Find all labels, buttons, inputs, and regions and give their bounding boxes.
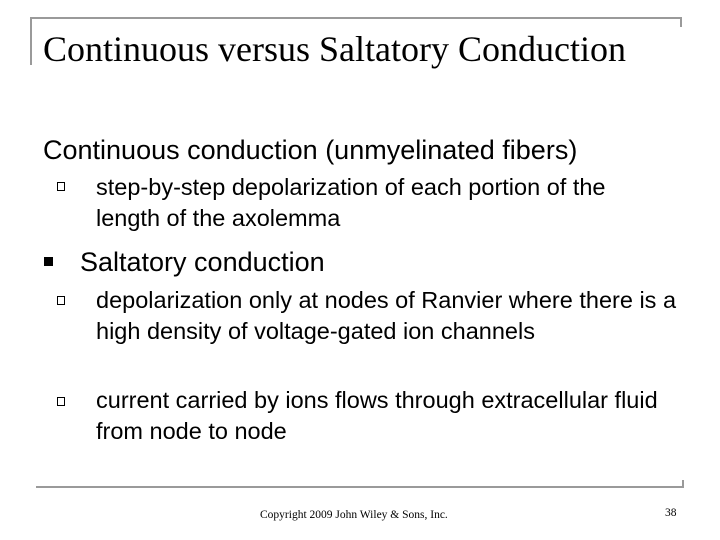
footer-rule xyxy=(36,486,682,488)
copyright-notice: Copyright 2009 John Wiley & Sons, Inc. xyxy=(260,509,448,521)
saltatory-heading: Saltatory conduction xyxy=(80,247,325,277)
continuous-point: step-by-step depolarization of each portion of the length of the axolemma xyxy=(96,174,606,231)
page-number: 38 xyxy=(665,507,677,519)
solid-square-bullet-icon xyxy=(44,257,53,266)
title-frame-left-rule xyxy=(30,17,32,65)
title-frame-right-rule xyxy=(680,17,682,27)
title-frame-top-rule xyxy=(30,17,680,19)
footer-rule-tick xyxy=(682,480,684,488)
saltatory-point: current carried by ions flows through extracellular fluid from node to node xyxy=(96,387,658,444)
hollow-square-bullet-icon xyxy=(57,182,65,191)
saltatory-point: depolarization only at nodes of Ranvier where there is a high density of voltage-gated ion channels xyxy=(96,287,677,344)
hollow-square-bullet-icon xyxy=(57,397,65,406)
hollow-square-bullet-icon xyxy=(57,296,65,305)
continuous-heading: Continuous conduction (unmyelinated fibers) xyxy=(43,135,578,165)
slide-title: Continuous versus Saltatory Conduction xyxy=(43,29,626,69)
